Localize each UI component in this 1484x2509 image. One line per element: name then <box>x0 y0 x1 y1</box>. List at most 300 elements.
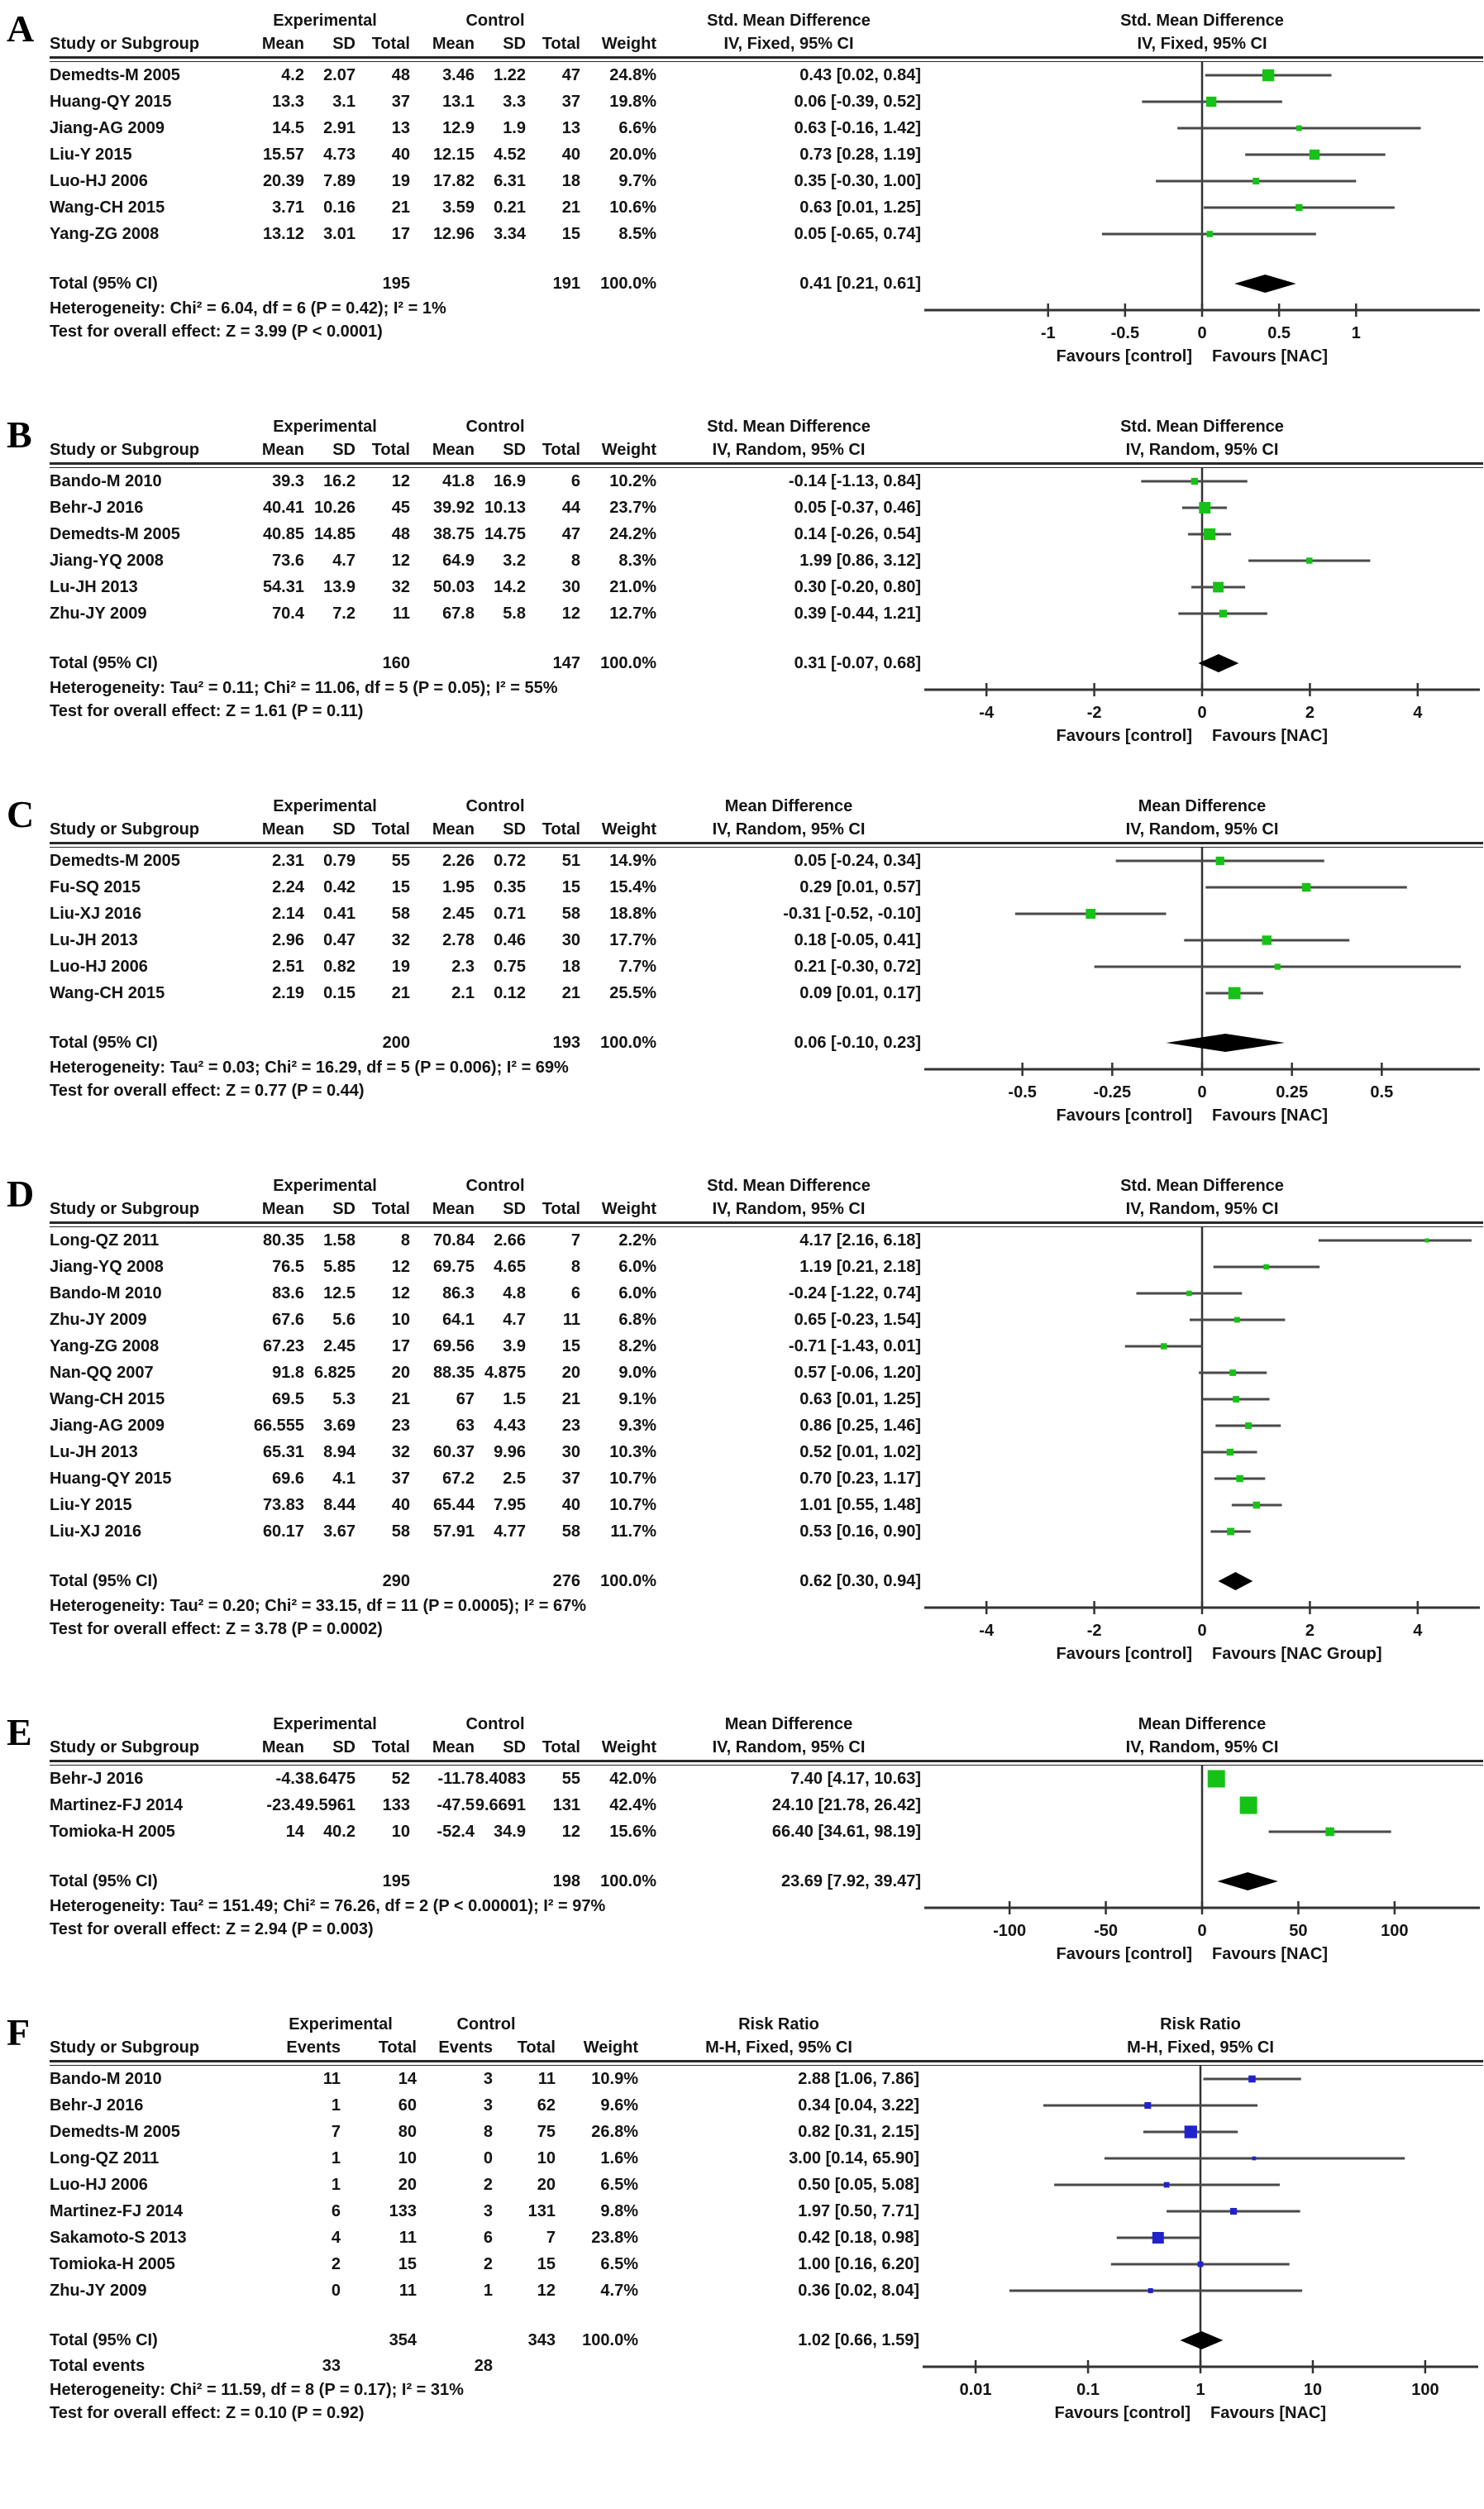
table-header <box>50 10 1483 56</box>
value-cell: 5.3 <box>332 1390 355 1408</box>
value-cell: 191 <box>552 275 580 293</box>
ci-cell: 23.69 [7.92, 39.47] <box>780 1872 921 1890</box>
value-cell: 147 <box>552 654 580 672</box>
value-cell: 10.13 <box>484 499 526 517</box>
weight-cell: 9.1% <box>618 1390 656 1408</box>
ci-cell: 0.18 [-0.05, 0.41] <box>794 931 921 949</box>
value-cell: 83.6 <box>272 1284 304 1302</box>
ci-cell: 0.41 [0.21, 0.61] <box>799 275 921 293</box>
subcolumn-header: Mean <box>261 820 304 839</box>
group-header-control: Control <box>456 2015 516 2033</box>
value-cell: 12.96 <box>432 225 475 243</box>
favours-left-label: Favours [control] <box>1054 2404 1191 2422</box>
value-cell <box>304 1030 355 1056</box>
weight-cell: 9.3% <box>618 1417 656 1435</box>
overall-effect-note: Test for overall effect: Z = 1.61 (P = 0.11) <box>50 702 364 720</box>
value-cell <box>304 1568 355 1594</box>
group-header-experimental: Experimental <box>273 1715 377 1733</box>
value-cell: 14.85 <box>313 525 355 543</box>
weight-cell: 6.0% <box>618 1284 656 1302</box>
value-cell: 0.21 <box>494 198 526 217</box>
panel-E <box>0 1713 1484 1967</box>
value-cell: 1 <box>331 2149 341 2167</box>
plot-method-header: M-H, Fixed, 95% CI <box>1127 2038 1274 2057</box>
heterogeneity-note: Heterogeneity: Tau² = 0.11; Chi² = 11.06, df = 5 (P = 0.05); I² = 55% <box>50 679 558 697</box>
subcolumn-header: SD <box>503 820 526 839</box>
favours-left-label: Favours [control] <box>1056 1106 1192 1125</box>
study-name: Total (95% CI) <box>50 654 158 672</box>
axis-tick-label: -0.5 <box>1008 1083 1037 1102</box>
axis-tick-label: 0 <box>1197 1922 1207 1940</box>
effect-marker <box>1219 609 1227 617</box>
study-name: Luo-HJ 2006 <box>50 172 148 190</box>
row-spacer <box>50 2304 919 2327</box>
subcolumn-header: Mean <box>261 1200 304 1218</box>
study-name: Jiang-YQ 2008 <box>50 552 164 570</box>
axis-tick-label: 0 <box>1197 1083 1207 1102</box>
panel-inner <box>50 1175 1483 1667</box>
effect-marker <box>1424 1239 1429 1243</box>
value-cell: 0.75 <box>494 958 526 976</box>
value-cell: 91.8 <box>272 1364 304 1382</box>
value-cell: 67.6 <box>272 1311 304 1329</box>
effect-marker <box>1253 2157 1257 2161</box>
value-cell: 2 <box>331 2255 341 2273</box>
value-cell: 19 <box>391 172 410 190</box>
plot-area <box>921 1766 1483 1967</box>
value-cell: 0.71 <box>494 905 526 923</box>
panel-body <box>50 1227 1483 1667</box>
effect-marker <box>1296 126 1302 131</box>
subcolumn-header: Mean <box>432 1738 475 1756</box>
effect-marker <box>1245 1422 1252 1429</box>
effect-marker <box>1302 883 1310 891</box>
study-name: Jiang-YQ 2008 <box>50 1258 164 1276</box>
study-name: Wang-CH 2015 <box>50 1390 165 1408</box>
group-header-experimental: Experimental <box>289 2015 393 2033</box>
value-cell: 7 <box>331 2123 341 2141</box>
value-cell: 3.3 <box>503 93 526 111</box>
weight-cell: 12.7% <box>609 605 656 623</box>
value-cell: 8 <box>483 2123 493 2141</box>
value-cell: 2.66 <box>494 1231 526 1250</box>
effect-marker <box>1144 2102 1151 2109</box>
value-cell: 9.6691 <box>475 1796 526 1814</box>
value-cell: 8.94 <box>323 1443 355 1461</box>
ci-row <box>1210 1528 1250 1536</box>
table-row <box>50 1412 921 1439</box>
value-cell: 4.2 <box>281 66 304 84</box>
value-cell: 67.8 <box>442 605 475 623</box>
effect-header: Mean Difference <box>724 1715 853 1733</box>
panel-D <box>0 1175 1484 1667</box>
value-cell: 4.875 <box>484 1364 526 1382</box>
axis-tick-label: -50 <box>1094 1922 1119 1940</box>
value-cell: 6 <box>570 1284 580 1302</box>
ci-cell: 0.62 [0.30, 0.94] <box>799 1572 921 1590</box>
panel-body <box>50 848 1483 1129</box>
weight-cell: 23.7% <box>609 499 656 517</box>
ci-cell: 0.06 [-0.10, 0.23] <box>794 1034 921 1052</box>
heterogeneity-note: Heterogeneity: Tau² = 0.03; Chi² = 16.29, df = 5 (P = 0.006); I² = 69% <box>50 1059 569 1077</box>
weight-cell: 8.3% <box>618 552 656 570</box>
ci-cell: 1.99 [0.86, 3.12] <box>799 552 921 570</box>
study-name: Total events <box>50 2357 146 2375</box>
ci-row <box>1167 2208 1300 2215</box>
value-cell: 6.825 <box>313 1364 355 1382</box>
value-cell: 15 <box>537 2255 556 2273</box>
panel-B <box>0 413 1484 749</box>
value-cell: 0.12 <box>494 984 526 1002</box>
value-cell <box>417 2327 493 2354</box>
plot-area <box>921 1227 1483 1667</box>
panel-body <box>50 468 1483 749</box>
effect-marker <box>1204 528 1215 540</box>
table-row <box>50 194 921 221</box>
ci-cell: 4.17 [2.16, 6.18] <box>799 1231 921 1250</box>
ci-cell: 1.19 [0.21, 2.18] <box>799 1258 921 1276</box>
header-divider <box>50 462 1483 468</box>
value-cell: 69.56 <box>432 1337 475 1355</box>
value-cell: 0.72 <box>494 852 526 870</box>
effect-marker <box>1216 857 1224 865</box>
value-cell: 21 <box>561 984 580 1002</box>
ci-cell: 0.36 [0.02, 8.04] <box>798 2282 919 2300</box>
value-cell: 55 <box>391 852 410 870</box>
study-name: Lu-JH 2013 <box>50 578 138 596</box>
row-spacer <box>50 1545 921 1568</box>
value-cell: 76.5 <box>272 1258 304 1276</box>
plot-method-header: IV, Random, 95% CI <box>1125 1738 1279 1756</box>
ci-row <box>1177 126 1420 131</box>
value-cell: 1.9 <box>503 119 526 137</box>
subcolumn-header: Mean <box>432 820 475 839</box>
study-name: Zhu-JY 2009 <box>50 2282 147 2300</box>
value-cell <box>304 650 355 676</box>
value-cell: 11 <box>537 2070 556 2088</box>
effect-marker <box>1275 963 1281 969</box>
subcolumn-header: SD <box>332 1738 355 1756</box>
ci-row <box>1199 1369 1267 1376</box>
overall-effect-note: Test for overall effect: Z = 3.78 (P = 0.0002) <box>50 1620 383 1638</box>
table-row <box>50 495 921 521</box>
value-cell: 0 <box>331 2282 341 2300</box>
value-cell: 67 <box>456 1390 475 1408</box>
value-cell: 12 <box>391 472 410 490</box>
axis-tick-label: 4 <box>1413 704 1423 722</box>
subcolumn-header: Total <box>542 441 580 459</box>
weight-cell: 9.8% <box>600 2202 638 2220</box>
value-cell: 2.91 <box>323 119 355 137</box>
panel-label: A <box>7 7 35 50</box>
study-column-header: Study or Subgroup <box>50 820 200 839</box>
value-cell: 17 <box>391 1337 410 1355</box>
effect-marker <box>1233 1396 1239 1403</box>
ci-cell: 3.00 [0.14, 65.90] <box>789 2149 919 2167</box>
study-name: Bando-M 2010 <box>50 2070 162 2088</box>
ci-row <box>1214 1264 1319 1270</box>
value-cell: 2.3 <box>451 958 475 976</box>
value-cell: 15 <box>391 878 410 896</box>
value-cell: 17.82 <box>432 172 475 190</box>
value-cell: 40 <box>391 1496 410 1514</box>
study-name: Lu-JH 2013 <box>50 1443 138 1461</box>
value-cell: 3 <box>483 2070 493 2088</box>
value-cell: 65.44 <box>432 1496 475 1514</box>
weight-cell: 11.7% <box>610 1522 656 1541</box>
table-row <box>50 1439 921 1465</box>
study-name: Total (95% CI) <box>50 2331 158 2349</box>
value-cell: 14.5 <box>272 119 304 137</box>
row-spacer <box>50 1845 921 1868</box>
ci-cell: -0.24 [-1.22, 0.74] <box>788 1284 921 1302</box>
value-cell: 40.2 <box>323 1823 355 1841</box>
value-cell <box>304 1868 355 1895</box>
value-cell: 15 <box>398 2255 417 2273</box>
weight-cell: 4.7% <box>600 2282 638 2300</box>
weight-cell: 23.8% <box>591 2229 638 2247</box>
axis-tick-label: -100 <box>993 1922 1027 1940</box>
study-name: Luo-HJ 2006 <box>50 958 148 976</box>
ci-row <box>1205 987 1263 1000</box>
value-cell: 3.67 <box>323 1522 355 1541</box>
value-cell: 65.31 <box>262 1443 304 1461</box>
study-name: Liu-XJ 2016 <box>50 905 142 923</box>
value-cell: 16.9 <box>494 472 526 490</box>
value-cell: 60.37 <box>432 1443 475 1461</box>
forest-plot-svg <box>921 1227 1483 1667</box>
ci-cell: 0.05 [-0.37, 0.46] <box>794 499 921 517</box>
study-table <box>50 1766 921 1941</box>
value-cell: 39.92 <box>432 499 475 517</box>
table-row <box>50 2119 919 2145</box>
value-cell: 1 <box>331 2176 341 2194</box>
weight-cell: 100.0% <box>582 2331 638 2349</box>
study-name: Nan-QQ 2007 <box>50 1364 154 1382</box>
value-cell: 30 <box>561 931 580 949</box>
table-row <box>50 848 921 874</box>
plot-method-header: IV, Random, 95% CI <box>1125 441 1279 459</box>
study-table <box>50 848 921 1102</box>
group-header-control: Control <box>465 418 525 436</box>
subcolumn-header: Events <box>286 2038 341 2057</box>
value-cell: 4.8 <box>503 1284 526 1302</box>
weight-cell: 8.2% <box>618 1337 656 1355</box>
ci-row <box>1248 557 1370 563</box>
weight-cell: 100.0% <box>600 654 656 672</box>
weight-cell: 7.7% <box>618 958 656 976</box>
overall-effect-note: Test for overall effect: Z = 0.10 (P = 0.92) <box>50 2404 365 2422</box>
effect-marker <box>1262 69 1274 81</box>
value-cell: 3.46 <box>442 66 475 84</box>
ci-row <box>1269 1828 1391 1837</box>
plot-effect-header: Std. Mean Difference <box>1120 418 1284 436</box>
panel-C <box>0 793 1484 1129</box>
weight-cell: 6.6% <box>618 119 656 137</box>
group-header-control: Control <box>465 12 525 30</box>
ci-row <box>1142 97 1282 107</box>
ci-cell: 0.70 [0.23, 1.17] <box>799 1470 921 1488</box>
total-diamond <box>1167 1034 1285 1052</box>
favours-left-label: Favours [control] <box>1056 1945 1192 1963</box>
table-row <box>50 1492 921 1518</box>
effect-marker <box>1263 1264 1269 1270</box>
value-cell: 1.95 <box>442 878 475 896</box>
value-cell: 2.19 <box>272 984 304 1002</box>
panel-inner <box>50 10 1483 370</box>
value-cell: 63 <box>456 1417 475 1435</box>
value-cell: 64.1 <box>442 1311 475 1329</box>
value-cell: 37 <box>561 1470 580 1488</box>
value-cell: 21 <box>561 1390 580 1408</box>
ci-cell: 0.50 [0.05, 5.08] <box>798 2176 919 2194</box>
value-cell: 0.16 <box>323 198 355 217</box>
weight-cell: 24.8% <box>609 66 656 84</box>
axis-tick-label: 0 <box>1197 324 1207 342</box>
value-cell: 4.73 <box>323 146 355 164</box>
value-cell: 66.555 <box>253 1417 304 1435</box>
ci-row <box>1203 2076 1300 2083</box>
ci-cell: 2.88 [1.06, 7.86] <box>798 2070 919 2088</box>
ci-cell: 0.06 [-0.39, 0.52] <box>794 93 921 111</box>
study-name: Liu-XJ 2016 <box>50 1522 142 1541</box>
value-cell: 2 <box>483 2176 493 2194</box>
subcolumn-header: Mean <box>432 1200 475 1218</box>
weight-column-header: Weight <box>601 35 656 53</box>
table-row <box>50 600 921 627</box>
value-cell: 30 <box>561 578 580 596</box>
table-row <box>50 2225 919 2251</box>
value-cell: 12 <box>391 1284 410 1302</box>
panel-inner <box>50 1713 1483 1967</box>
subcolumn-header: Total <box>371 1738 410 1756</box>
value-cell <box>240 1868 304 1895</box>
effect-marker <box>1248 2076 1256 2083</box>
table-row <box>50 141 921 168</box>
value-cell: 86.3 <box>442 1284 475 1302</box>
weight-column-header: Weight <box>601 1738 656 1756</box>
value-cell: 11 <box>392 605 410 623</box>
total-row <box>50 2327 919 2354</box>
effect-marker <box>1161 1343 1167 1349</box>
value-cell: 14.75 <box>484 525 526 543</box>
table-row <box>50 2172 919 2198</box>
subcolumn-header: Mean <box>432 35 475 53</box>
study-table <box>50 62 921 343</box>
value-cell: 12 <box>537 2282 556 2300</box>
study-column-header: Study or Subgroup <box>50 1200 200 1218</box>
value-cell: 12.9 <box>442 119 475 137</box>
header-divider <box>50 842 1483 848</box>
table-header <box>50 1175 1483 1221</box>
axis-tick-label: 100 <box>1411 2381 1439 2399</box>
study-column-header: Study or Subgroup <box>50 2038 200 2057</box>
panel-body <box>50 1766 1483 1967</box>
panel-label: F <box>7 2011 31 2053</box>
value-cell: 21 <box>391 984 410 1002</box>
value-cell: 133 <box>382 1796 410 1814</box>
plot-area <box>921 468 1483 749</box>
value-cell: 2 <box>483 2255 493 2273</box>
total-row <box>50 1868 921 1895</box>
value-cell: 39.3 <box>272 472 304 490</box>
study-column-header: Study or Subgroup <box>50 1738 200 1756</box>
value-cell: 2.14 <box>272 905 304 923</box>
study-name: Fu-SQ 2015 <box>50 878 141 896</box>
value-cell: 8 <box>570 1258 580 1276</box>
overall-effect-note: Test for overall effect: Z = 2.94 (P = 0.003) <box>50 1920 374 1938</box>
study-name: Tomioka-H 2005 <box>50 2255 175 2273</box>
value-cell: 13.12 <box>262 225 304 243</box>
value-cell: 20 <box>561 1364 580 1382</box>
value-cell: 7.89 <box>323 172 355 190</box>
axis-tick-label: 2 <box>1305 1622 1315 1640</box>
effect-marker <box>1236 1475 1243 1482</box>
ci-cell: 0.65 [-0.23, 1.54] <box>794 1311 921 1329</box>
value-cell: 1.58 <box>323 1231 355 1250</box>
value-cell: 3.01 <box>323 225 355 243</box>
effect-marker <box>1234 1317 1240 1323</box>
value-cell: 6 <box>570 472 580 490</box>
value-cell: 4.52 <box>494 146 526 164</box>
ci-row <box>1156 178 1356 184</box>
favours-right-label: Favours [NAC] <box>1212 1106 1329 1125</box>
table-row <box>50 221 921 247</box>
study-column-header: Study or Subgroup <box>50 441 200 459</box>
value-cell: 3.34 <box>494 225 526 243</box>
table-row <box>50 901 921 927</box>
table-row <box>50 1307 921 1333</box>
value-cell: 70.4 <box>272 605 304 623</box>
value-cell: 2.78 <box>442 931 475 949</box>
study-name: Liu-Y 2015 <box>50 1496 132 1514</box>
value-cell: 44 <box>561 499 580 517</box>
value-cell: 11 <box>398 2282 417 2300</box>
total-diamond <box>1180 2331 1223 2349</box>
effect-marker <box>1240 1797 1257 1814</box>
ci-cell: 1.97 [0.50, 7.71] <box>798 2202 919 2220</box>
weight-cell: 24.2% <box>609 525 656 543</box>
value-cell: 7 <box>546 2229 556 2247</box>
ci-row <box>1105 2157 1405 2161</box>
value-cell: 10 <box>391 1311 410 1329</box>
plot-effect-header: Mean Difference <box>1138 797 1267 815</box>
study-name: Total (95% CI) <box>50 1872 158 1890</box>
value-cell: 4 <box>331 2229 341 2247</box>
effect-marker <box>1310 150 1319 160</box>
value-cell: -4.3 <box>275 1770 304 1788</box>
ci-cell: 7.40 [4.17, 10.63] <box>790 1770 921 1788</box>
method-header: M-H, Fixed, 95% CI <box>705 2038 852 2057</box>
value-cell <box>475 1030 526 1056</box>
effect-marker <box>1227 1449 1233 1455</box>
ci-cell: 0.21 [-0.30, 0.72] <box>794 958 921 976</box>
effect-marker <box>1206 97 1216 107</box>
plot-method-header: IV, Random, 95% CI <box>1125 820 1279 839</box>
group-header-control: Control <box>465 1177 525 1195</box>
value-cell: 69.5 <box>272 1390 304 1408</box>
weight-cell: 6.5% <box>600 2255 638 2273</box>
table-row <box>50 1465 921 1492</box>
value-cell: 3 <box>483 2202 493 2220</box>
effect-marker <box>1306 557 1312 563</box>
value-cell <box>410 650 475 676</box>
axis-tick-label: 2 <box>1305 704 1315 722</box>
subcolumn-header: Total <box>371 441 410 459</box>
favours-left-label: Favours [control] <box>1056 1645 1192 1663</box>
value-cell: 7.95 <box>494 1496 526 1514</box>
subcolumn-header: Mean <box>261 1738 304 1756</box>
